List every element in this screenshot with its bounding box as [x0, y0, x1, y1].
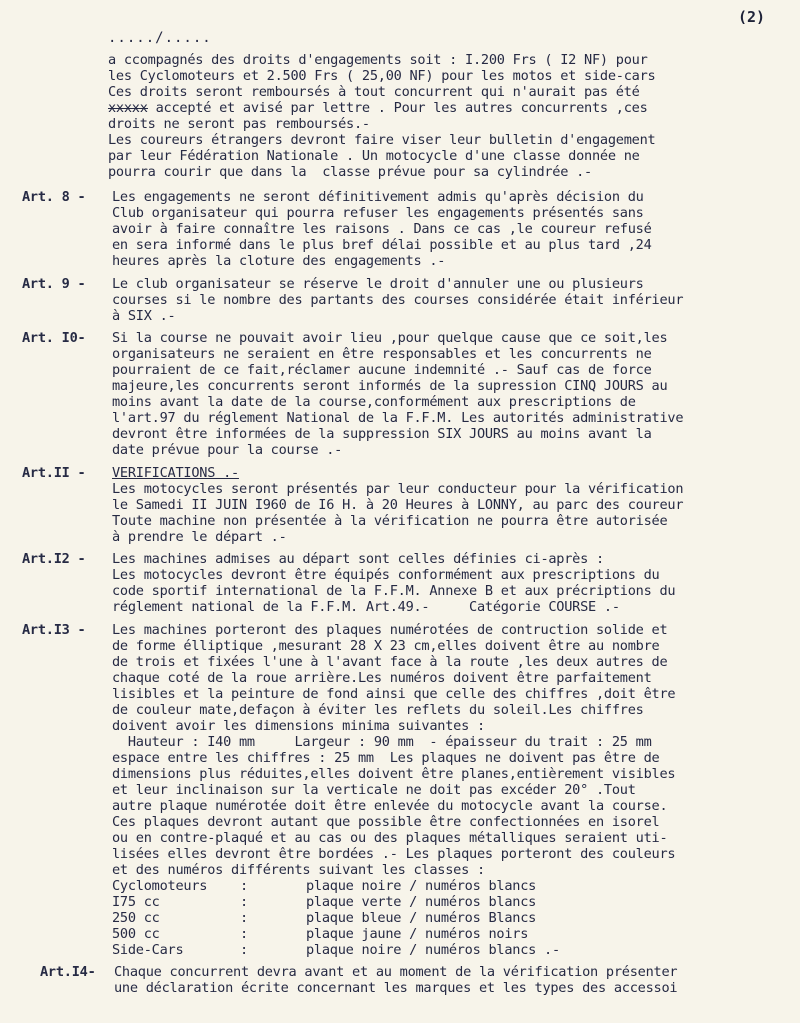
article-line: et des numéros différents suivant les classes :	[112, 862, 485, 878]
page-number: (2)	[738, 8, 766, 26]
article-line: date prévue pour la course .-	[112, 442, 343, 458]
article-line: Si la course ne pouvait avoir lieu ,pour quelque cause que ce soit,les	[112, 330, 668, 346]
class-name: 250 cc	[112, 910, 160, 926]
class-separator: :	[240, 894, 248, 910]
article-label: Art. I0-	[22, 330, 86, 346]
intro-line: droits ne seront pas remboursés.-	[108, 116, 370, 132]
article-label: Art. 9 -	[22, 276, 86, 292]
article-label: Art.I4-	[40, 964, 96, 980]
article-line: dimensions plus réduites,elles doivent être planes,entièrement visibles	[112, 766, 676, 782]
article-line: l'art.97 du réglement National de la F.F.M. Les autorités administrative	[112, 410, 684, 426]
intro-line: Ces droits seront remboursés à tout concurrent qui n'aurait pas été	[108, 84, 640, 100]
class-colors: plaque verte / numéros blancs	[306, 894, 537, 910]
article-line: réglement national de la F.F.M. Art.49.- Catégorie COURSE .-	[112, 599, 620, 615]
article-line: code sportif international de la F.F.M. Annexe B et aux précriptions du	[112, 583, 676, 599]
article-line: le Samedi II JUIN I960 de I6 H. à 20 Heures à LONNY, au parc des coureur	[112, 497, 684, 513]
article-line: Chaque concurrent devra avant et au moment de la vérification présenter	[114, 964, 678, 980]
article-line: pourraient de ce fait,réclamer aucune indemnité .- Sauf cas de force	[112, 362, 652, 378]
article-line: Les motocycles devront être équipés conformément aux prescriptions du	[112, 567, 660, 583]
article-line: Les motocycles seront présentés par leur conducteur pour la vérification	[112, 481, 684, 497]
article-line: lisées elles devront être bordées .- Les plaques porteront des couleurs	[112, 846, 676, 862]
article-label: Art.I2 -	[22, 551, 86, 567]
article-label: Art.II -	[22, 465, 86, 481]
struck-word: xxxxx	[108, 100, 148, 116]
article-line: à prendre le départ .-	[112, 529, 287, 545]
article-line: Les machines admises au départ sont celles définies ci-après :	[112, 551, 604, 567]
article-line: doivent avoir les dimensions minima suivantes :	[112, 718, 485, 734]
article-line: Les engagements ne seront définitivement admis qu'après décision du	[112, 189, 644, 205]
class-name: 500 cc	[112, 926, 160, 942]
continuation-mark: ...../.....	[108, 30, 212, 46]
intro-line: xxxxx accepté et avisé par lettre . Pour les autres concurrents ,ces	[108, 100, 648, 116]
article-line: Les machines porteront des plaques numérotées de contruction solide et	[112, 622, 668, 638]
article-line: avoir à faire connaître les raisons . Dans ce cas ,le coureur refusé	[112, 221, 652, 237]
article-line: de trois et fixées l'une à l'avant face à la route ,les deux autres de	[112, 654, 668, 670]
article-line: Hauteur : I40 mm Largeur : 90 mm - épaisseur du trait : 25 mm	[112, 734, 652, 750]
class-colors: plaque bleue / numéros Blancs	[306, 910, 537, 926]
article-line: à SIX .-	[112, 308, 176, 324]
article-label: Art. 8 -	[22, 189, 86, 205]
article-label: Art.I3 -	[22, 622, 86, 638]
article-line: majeure,les concurrents seront informés de la supression CINQ JOURS au	[112, 378, 668, 394]
article-line: devront être informées de la suppression SIX JOURS au moins avant la	[112, 426, 652, 442]
article-line: Club organisateur qui pourra refuser les engagements présentés sans	[112, 205, 644, 221]
article-line: courses si le nombre des partants des courses considérée était inférieur	[112, 292, 684, 308]
class-separator: :	[240, 910, 248, 926]
article-line: Le club organisateur se réserve le droit d'annuler une ou plusieurs	[112, 276, 644, 292]
intro-line: pourra courir que dans la classe prévue pour sa cylindrée .-	[108, 164, 592, 180]
article-line: ou en contre-plaqué et au cas ou des plaques métalliques seraient uti-	[112, 830, 668, 846]
article-line: Ces plaques devront autant que possible être confectionnées en isorel	[112, 814, 660, 830]
class-colors: plaque jaune / numéros noirs	[306, 926, 529, 942]
article-line: espace entre les chiffres : 25 mm Les plaques ne doivent pas être de	[112, 750, 660, 766]
class-separator: :	[240, 878, 248, 894]
article-line: Toute machine non présentée à la vérification ne pourra être autorisée	[112, 513, 668, 529]
article-line: une déclaration écrite concernant les marques et les types des accessoi	[114, 980, 678, 996]
intro-line: Les coureurs étrangers devront faire viser leur bulletin d'engagement	[108, 132, 656, 148]
class-name: Side-Cars	[112, 942, 184, 958]
class-separator: :	[240, 926, 248, 942]
article-line: lisibles et la peinture de fond ainsi que celle des chiffres ,doit être	[112, 686, 676, 702]
intro-line: par leur Fédération Nationale . Un motocycle d'une classe donnée ne	[108, 148, 640, 164]
article-line: autre plaque numérotée doit être enlevée du motocycle avant la course.	[112, 798, 668, 814]
article-line: heures après la cloture des engagements .-	[112, 253, 446, 269]
class-colors: plaque noire / numéros blancs	[306, 878, 537, 894]
article-line: organisateurs ne seraient en être responsables et les concurrents ne	[112, 346, 652, 362]
article-line: chaque coté de la roue arrière.Les numéros doivent être parfaitement	[112, 670, 652, 686]
article-line: en sera informé dans le plus bref délai possible et au plus tard ,24	[112, 237, 652, 253]
intro-line: a ccompagnés des droits d'engagements soit : I.200 Frs ( I2 NF) pour	[108, 52, 648, 68]
section-heading: VERIFICATIONS .-	[112, 465, 239, 481]
class-colors: plaque noire / numéros blancs .-	[306, 942, 560, 958]
article-line: et leur inclinaison sur la verticale ne doit pas excéder 20° .Tout	[112, 782, 636, 798]
intro-line: les Cyclomoteurs et 2.500 Frs ( 25,00 NF) pour les motos et side-cars	[108, 68, 656, 84]
article-line: de couleur mate,defaçon à éviter les reflets du soleil.Les chiffres	[112, 702, 644, 718]
article-line: de forme élliptique ,mesurant 28 X 23 cm,elles doivent être au nombre	[112, 638, 660, 654]
class-name: I75 cc	[112, 894, 160, 910]
class-name: Cyclomoteurs	[112, 878, 208, 894]
class-separator: :	[240, 942, 248, 958]
article-line: moins avant la date de la course,conformément aux prescriptions de	[112, 394, 636, 410]
